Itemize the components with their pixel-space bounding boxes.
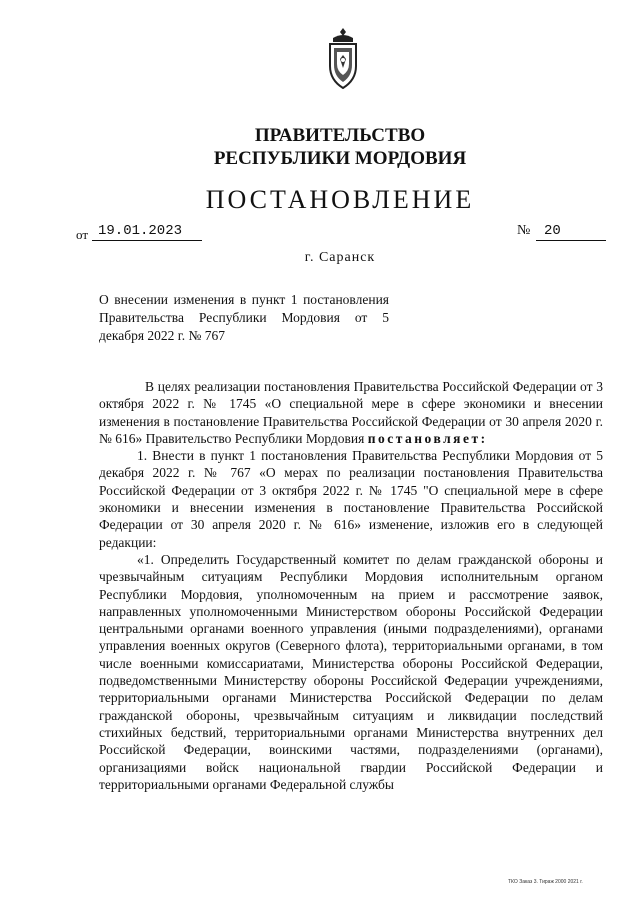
republic-title: РЕСПУБЛИКИ МОРДОВИЯ	[213, 148, 467, 169]
new-wording-paragraph: «1. Определить Государственный комитет по делам гражданской обороны и чрезвычайным ситуациям Республики Мордовия исполнительным органом Республики Мордовия, уполномоченным на прием и рассмотрение заявок, направленных уполномоченными Министерством обороны Российской Федерации центральными органами военного управления (иными подразделениями), органами управления военных округов (Северного флота), территориальными органами, в том числе военными комиссариатами, Министерства обороны Российской Федерации, подведомственными Министерству обороны Российской Федерации учреждениями, территориальными органами Министерства Российской Федерации по делам гражданской обороны, чрезвычайным ситуациям и ликвидации последствий стихийных бедствий, территориальными органами Министерства внутренних дел Российской Федерации, воинскими частями, подразделениями (органами), организациями войск национальной гвардии Российской Федерации и территориальными органами Федеральной службы	[99, 551, 603, 792]
coat-of-arms-icon	[322, 26, 364, 90]
document-body	[99, 378, 603, 793]
item-1-paragraph: 1. Внести в пункт 1 постановления Правительства Республики Мордовия от 5 декабря 2022 г. № 767 «О мерах по реализации постановления Правительства Российской Федерации от 3 октября 2022 г. № 1745 "О специальной мере в сфере экономики и внесении изменения в постановление Правительства Российской Федерации от 30 апреля 2020 г. № 616» изменение, изложив его в следующей редакции:	[99, 448, 603, 550]
document-subject: О внесении изменения в пункт 1 постановления Правительства Республики Мордовия от 5 декабря 2022 г. № 767	[99, 292, 389, 343]
document-type-heading: ПОСТАНОВЛЕНИЕ	[205, 185, 475, 214]
number-prefix: №	[517, 223, 531, 238]
government-title: ПРАВИТЕЛЬСТВО	[254, 125, 426, 146]
date-prefix: от	[76, 227, 89, 242]
document-date: 19.01.2023	[92, 222, 202, 241]
resolution-keyword: постановляет:	[367, 430, 488, 446]
print-mark: ТКО Заказ 3. Тираж 2000 2021 г.	[508, 879, 583, 885]
city-name: г. Саранск	[304, 250, 376, 265]
document-number: 20	[536, 222, 606, 241]
preamble-text: В целях реализации постановления Правительства Российской Федерации от 3 октября 2022 г. № 1745 «О специальной мере в сфере экономики и внесении изменения в постановление Правительства Российской Федерации от 30 апреля 2020 г. № 616» Правительство Республики Мордовия	[99, 379, 603, 446]
preamble-paragraph	[99, 378, 603, 447]
